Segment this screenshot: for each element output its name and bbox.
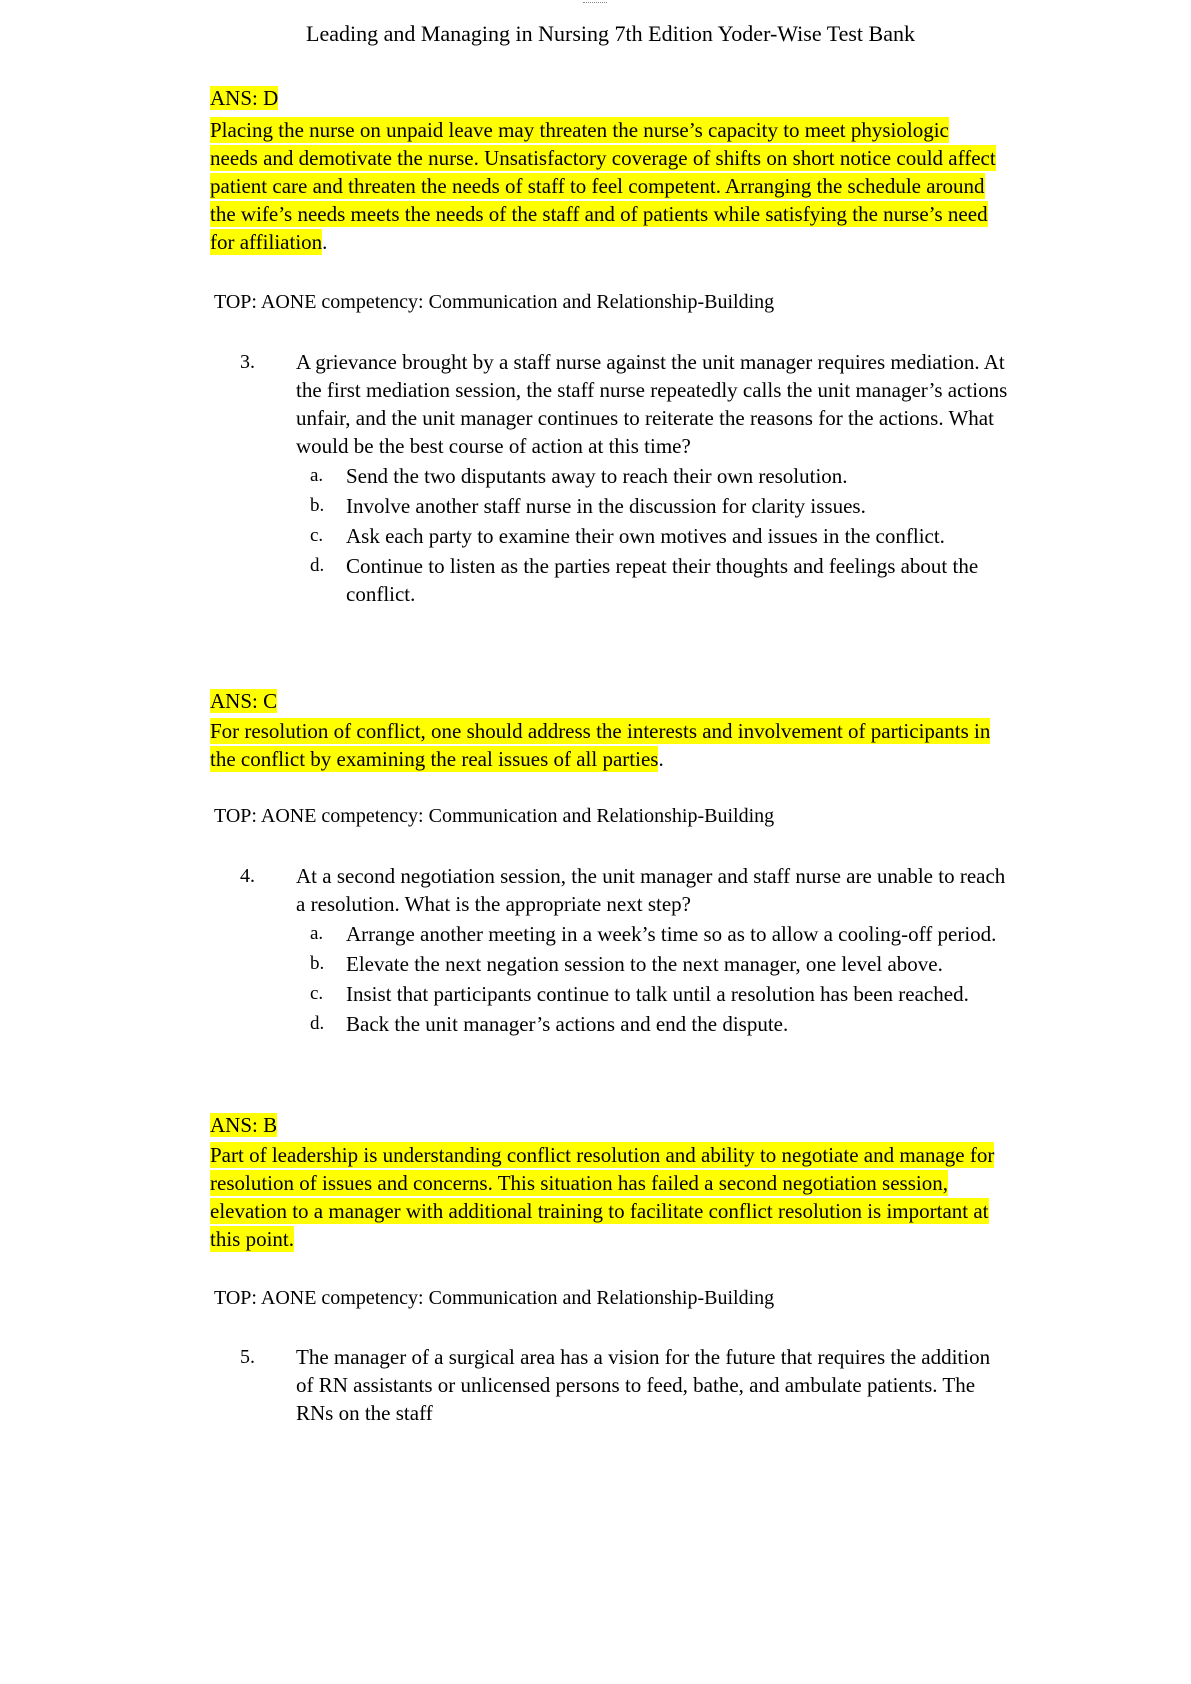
- answer-b-explanation: [210, 1141, 1130, 1253]
- answer-d-explanation: [210, 116, 1130, 256]
- explanation-line: needs and demotivate the nurse. Unsatisfactory coverage of shifts on short notice could affect: [210, 146, 996, 170]
- question-3: 3. A grievance brought by a staff nurse against the unit manager requires mediation. At the first mediation session, the staff nurse repeatedly calls the unit manager’s actions unfair, and the unit manager continues to reiterate the reasons for the actions. What would be the best course of action at this time? a. Send the two disputants away to reach their own resolution. b. Involve another staff nurse in the discussion for clarity issues. c. Ask each party to examine their own motives and issues in the conflict. d. Continue to listen as the parties repeat their thoughts and feelings about the conflict.: [240, 348, 1140, 608]
- explanation-trailing: .: [658, 747, 664, 771]
- explanation-line: the conflict by examining the real issues of all parties: [210, 747, 659, 771]
- question-5: [240, 1343, 1140, 1433]
- explanation-trailing: .: [322, 230, 328, 254]
- explanation-line: Part of leadership is understanding conflict resolution and ability to negotiate and manage for: [210, 1143, 995, 1167]
- explanation-line: for affiliation: [210, 230, 323, 254]
- question-stem: The manager of a surgical area has a vision for the future that requires the addition of RN assistants or unlicensed persons to feed, bathe, and ambulate patients. The RNs on the staff: [296, 1345, 991, 1425]
- explanation-line: this point.: [210, 1227, 295, 1251]
- question-4: 4. At a second negotiation session, the unit manager and staff nurse are unable to reach a resolution. What is the appropriate next step? a. Arrange another meeting in a week’s time so as to allow a cooling-off period. b. Elevate the next negation session to the next manager, one level above. c. Insist that participants continue to talk until a resolution has been reached. d. Back the unit manager’s actions and end the dispute.: [240, 862, 1140, 1042]
- question-number: 5.: [240, 1346, 255, 1368]
- question-number: 3.: [240, 351, 255, 373]
- answer-d-label: ANS: D: [210, 86, 279, 110]
- question-number: 4.: [240, 865, 255, 887]
- explanation-line: the wife’s needs meets the needs of the staff and of patients while satisfying the nurse’s need: [210, 202, 988, 226]
- question-stem: A grievance brought by a staff nurse against the unit manager requires mediation. At the first mediation session, the staff nurse repeatedly calls the unit manager’s actions unfair, and the unit manager continues to reiterate the reasons for the actions. What would be the best course of action at this time?: [296, 350, 1008, 458]
- answer-d-topic: TOP: AONE competency: Communication and Relationship-Building: [214, 291, 775, 313]
- explanation-line: elevation to a manager with additional training to facilitate conflict resolution is important at: [210, 1199, 989, 1223]
- explanation-line: For resolution of conflict, one should address the interests and involvement of participants in: [210, 719, 991, 743]
- question-stem: At a second negotiation session, the unit manager and staff nurse are unable to reach a resolution. What is the appropriate next step?: [296, 864, 1006, 916]
- explanation-line: Placing the nurse on unpaid leave may threaten the nurse’s capacity to meet physiologic: [210, 118, 949, 142]
- answer-c-label: ANS: C: [210, 689, 278, 713]
- top-edge-mark: [583, 2, 607, 5]
- answer-c-explanation: [210, 717, 1130, 773]
- answer-c-topic: TOP: AONE competency: Communication and Relationship-Building: [214, 805, 775, 827]
- answer-b-topic: TOP: AONE competency: Communication and Relationship-Building: [214, 1287, 775, 1309]
- explanation-line: patient care and threaten the needs of staff to feel competent. Arranging the schedule around: [210, 174, 985, 198]
- explanation-line: resolution of issues and concerns. This situation has failed a second negotiation session,: [210, 1171, 948, 1195]
- page-header-title: Leading and Managing in Nursing 7th Edition Yoder-Wise Test Bank: [306, 21, 915, 46]
- answer-b-label: ANS: B: [210, 1113, 278, 1137]
